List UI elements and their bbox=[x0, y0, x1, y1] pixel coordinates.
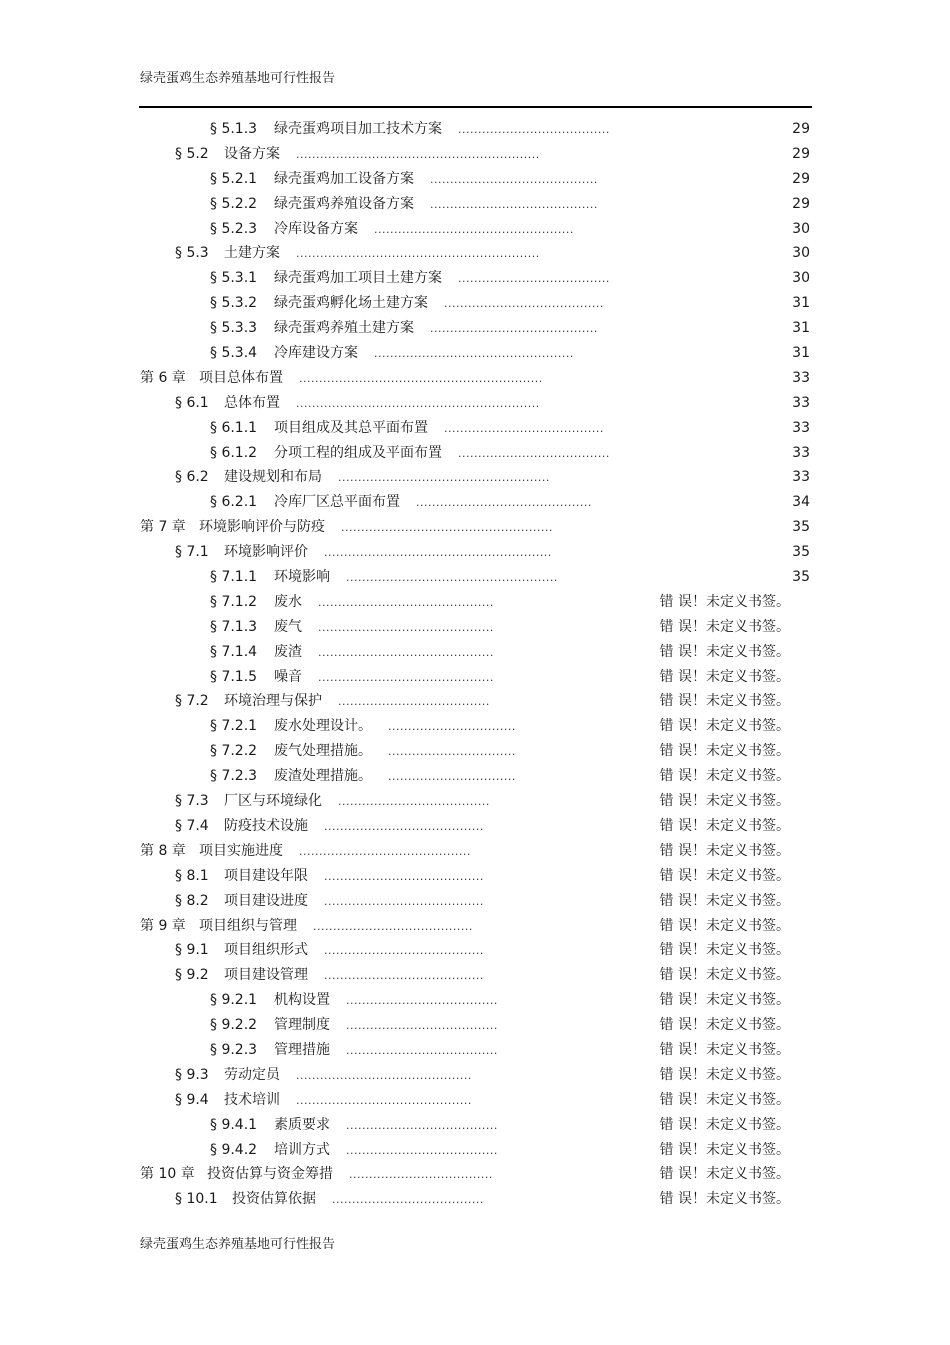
toc-number: § 7.4 bbox=[175, 817, 209, 834]
toc-dot-leader: ...................................... bbox=[338, 795, 490, 809]
toc-dot-leader: ...................................... bbox=[346, 1043, 498, 1057]
toc-entry[interactable] bbox=[0, 416, 950, 441]
toc-dot-leader: ............................................ bbox=[318, 595, 494, 609]
toc-number: § 9.1 bbox=[175, 942, 209, 959]
toc-number: § 9.2 bbox=[175, 967, 209, 984]
toc-number: § 5.3.4 bbox=[210, 345, 258, 362]
toc-page-number: 错 误！未定义书签。 bbox=[659, 668, 790, 685]
toc-entry[interactable] bbox=[0, 192, 950, 217]
toc-dot-leader: ........................................ bbox=[444, 421, 604, 435]
toc-page-number: 错 误！未定义书签。 bbox=[659, 917, 790, 934]
toc-title: 项目组织与管理 bbox=[199, 917, 297, 934]
toc-dot-leader: ............................................ bbox=[296, 1068, 472, 1082]
toc-entry[interactable] bbox=[0, 714, 950, 739]
toc-entry[interactable] bbox=[0, 789, 950, 814]
toc-title: 冷库建设方案 bbox=[274, 345, 358, 362]
toc-number: § 5.3.1 bbox=[210, 270, 258, 287]
toc-number: § 6.1.1 bbox=[210, 419, 258, 436]
toc-entry[interactable] bbox=[0, 739, 950, 764]
toc-number: § 10.1 bbox=[175, 1191, 218, 1208]
toc-dot-leader: ........................................ bbox=[324, 944, 484, 958]
toc-entry[interactable] bbox=[0, 938, 950, 963]
toc-dot-leader: ................................ bbox=[388, 745, 516, 759]
toc-title: 土建方案 bbox=[224, 245, 280, 262]
toc-entry[interactable] bbox=[0, 266, 950, 291]
toc-page-number: 错 误！未定义书签。 bbox=[659, 718, 790, 735]
toc-number: § 6.1 bbox=[175, 394, 209, 411]
header-rule bbox=[139, 106, 812, 108]
toc-number: § 7.1.1 bbox=[210, 569, 258, 586]
toc-page-number: 错 误！未定义书签。 bbox=[659, 1116, 790, 1133]
toc-dot-leader: ............................................ bbox=[318, 645, 494, 659]
toc-dot-leader: ............................................ bbox=[318, 620, 494, 634]
toc-title: 项目实施进度 bbox=[199, 842, 283, 859]
toc-entry[interactable] bbox=[0, 291, 950, 316]
toc-title: 总体布置 bbox=[224, 394, 280, 411]
toc-number: § 7.3 bbox=[175, 793, 209, 810]
toc-title: 项目建设年限 bbox=[224, 867, 308, 884]
toc-entry[interactable] bbox=[0, 590, 950, 615]
toc-page-number: 错 误！未定义书签。 bbox=[659, 693, 790, 710]
toc-entry[interactable] bbox=[0, 441, 950, 466]
toc-page-number: 错 误！未定义书签。 bbox=[659, 768, 790, 785]
toc-number: § 7.1.2 bbox=[210, 593, 258, 610]
toc-number: § 5.3.3 bbox=[210, 320, 258, 337]
toc-number: § 9.4.1 bbox=[210, 1116, 258, 1133]
toc-entry[interactable] bbox=[0, 1138, 950, 1163]
toc-dot-leader: ...................................... bbox=[332, 1193, 484, 1207]
toc-dot-leader: ...................................... bbox=[458, 123, 610, 136]
toc-number: § 7.2 bbox=[175, 693, 209, 710]
toc-title: 项目组成及其总平面布置 bbox=[274, 419, 428, 436]
toc-title: 绿壳蛋鸡孵化场土建方案 bbox=[274, 295, 428, 312]
toc-number: § 7.1.4 bbox=[210, 643, 258, 660]
toc-number: 第 8 章 bbox=[140, 842, 186, 859]
toc-page-number: 30 bbox=[792, 220, 810, 237]
toc-page-number: 错 误！未定义书签。 bbox=[659, 1017, 790, 1034]
toc-title: 项目组织形式 bbox=[224, 942, 308, 959]
toc-dot-leader: ...................................... bbox=[346, 1019, 498, 1033]
toc-title: 废水 bbox=[274, 593, 302, 610]
toc-number: § 7.1 bbox=[175, 544, 209, 561]
toc-page-number: 错 误！未定义书签。 bbox=[659, 867, 790, 884]
toc-page-number: 30 bbox=[792, 245, 810, 262]
toc-page-number: 35 bbox=[792, 544, 810, 561]
toc-dot-leader: ............................................................. bbox=[299, 371, 543, 385]
toc-page-number: 错 误！未定义书签。 bbox=[659, 992, 790, 1009]
toc-dot-leader: ........................................ bbox=[324, 819, 484, 833]
toc-entry[interactable] bbox=[0, 988, 950, 1013]
toc-page-number: 33 bbox=[792, 369, 810, 386]
toc-page-number: 错 误！未定义书签。 bbox=[659, 643, 790, 660]
toc-page-number: 错 误！未定义书签。 bbox=[659, 1041, 790, 1058]
running-footer: 绿壳蛋鸡生态养殖基地可行性报告 bbox=[140, 1237, 336, 1252]
toc-title: 建设规划和布局 bbox=[224, 469, 322, 486]
toc-page-number: 错 误！未定义书签。 bbox=[659, 593, 790, 610]
toc-title: 分项工程的组成及平面布置 bbox=[274, 444, 442, 461]
toc-page-number: 错 误！未定义书签。 bbox=[659, 743, 790, 760]
toc-title: 废渣 bbox=[274, 643, 302, 660]
toc-page-number: 错 误！未定义书签。 bbox=[659, 1191, 790, 1208]
toc-page-number: 错 误！未定义书签。 bbox=[659, 793, 790, 810]
toc-number: § 5.2 bbox=[175, 145, 209, 162]
toc-number: § 6.2 bbox=[175, 469, 209, 486]
toc-title: 绿壳蛋鸡加工设备方案 bbox=[274, 170, 414, 187]
toc-title: 废水处理设计。 bbox=[274, 718, 372, 735]
toc-entry[interactable] bbox=[0, 565, 950, 590]
toc-title: 绿壳蛋鸡项目加工技术方案 bbox=[274, 121, 442, 137]
toc-dot-leader: ................................ bbox=[388, 720, 516, 734]
toc-dot-leader: ............................................ bbox=[296, 1093, 472, 1107]
toc-dot-leader: ........................................ bbox=[313, 919, 473, 933]
toc-dot-leader: ...................................... bbox=[346, 1143, 498, 1157]
toc-title: 项目总体布置 bbox=[199, 369, 283, 386]
toc-entry[interactable] bbox=[0, 665, 950, 690]
toc-number: 第 9 章 bbox=[140, 917, 186, 934]
toc-page-number: 34 bbox=[792, 494, 810, 511]
toc-title: 绿壳蛋鸡养殖土建方案 bbox=[274, 320, 414, 337]
toc-dot-leader: ................................ bbox=[388, 770, 516, 784]
toc-dot-leader: ........................................... bbox=[299, 844, 471, 858]
toc-number: § 7.2.2 bbox=[210, 743, 258, 760]
toc-page-number: 35 bbox=[792, 519, 810, 536]
toc-dot-leader: ...................................... bbox=[346, 994, 498, 1008]
toc-dot-leader: ............................................................. bbox=[296, 396, 540, 410]
toc-title: 管理制度 bbox=[274, 1017, 330, 1034]
toc-page-number: 31 bbox=[792, 345, 810, 362]
toc-entry[interactable] bbox=[0, 366, 950, 391]
toc-page-number: 35 bbox=[792, 569, 810, 586]
toc-number: § 8.2 bbox=[175, 892, 209, 909]
toc-dot-leader: ...................................... bbox=[458, 272, 610, 286]
toc-title: 环境影响评价与防疫 bbox=[199, 519, 325, 536]
toc-title: 冷库厂区总平面布置 bbox=[274, 494, 400, 511]
toc-entry[interactable] bbox=[0, 764, 950, 789]
toc-page-number: 33 bbox=[792, 394, 810, 411]
toc-page-number: 31 bbox=[792, 295, 810, 312]
toc-title: 技术培训 bbox=[224, 1091, 280, 1108]
toc-title: 项目建设管理 bbox=[224, 967, 308, 984]
toc-entry[interactable] bbox=[0, 864, 950, 889]
toc-page-number: 错 误！未定义书签。 bbox=[659, 942, 790, 959]
toc-page-number: 错 误！未定义书签。 bbox=[659, 618, 790, 635]
table-of-contents bbox=[0, 117, 950, 1212]
toc-page-number: 33 bbox=[792, 469, 810, 486]
toc-title: 厂区与环境绿化 bbox=[224, 793, 322, 810]
toc-title: 环境治理与保护 bbox=[224, 693, 322, 710]
running-header: 绿壳蛋鸡生态养殖基地可行性报告 bbox=[140, 71, 336, 86]
toc-entry[interactable] bbox=[0, 241, 950, 266]
toc-page-number: 33 bbox=[792, 419, 810, 436]
toc-dot-leader: ..................................................... bbox=[341, 521, 553, 535]
toc-entry[interactable] bbox=[0, 540, 950, 565]
toc-page-number: 29 bbox=[792, 145, 810, 162]
toc-dot-leader: ............................................ bbox=[416, 496, 592, 510]
toc-dot-leader: .......................................... bbox=[430, 172, 598, 186]
toc-entry[interactable] bbox=[0, 1013, 950, 1038]
toc-dot-leader: ............................................ bbox=[318, 670, 494, 684]
toc-entry[interactable] bbox=[0, 117, 950, 142]
toc-page-number: 错 误！未定义书签。 bbox=[659, 817, 790, 834]
toc-number: § 9.4 bbox=[175, 1091, 209, 1108]
toc-entry[interactable] bbox=[0, 640, 950, 665]
toc-number: § 9.2.1 bbox=[210, 992, 258, 1009]
toc-number: § 5.2.2 bbox=[210, 195, 258, 212]
toc-number: § 7.1.5 bbox=[210, 668, 258, 685]
toc-number: 第 10 章 bbox=[140, 1166, 195, 1183]
toc-number: § 7.2.3 bbox=[210, 768, 258, 785]
toc-dot-leader: ........................................ bbox=[324, 894, 484, 908]
toc-title: 废渣处理措施。 bbox=[274, 768, 372, 785]
toc-title: 废气处理措施。 bbox=[274, 743, 372, 760]
toc-dot-leader: ..................................................... bbox=[346, 571, 558, 585]
toc-entry[interactable] bbox=[0, 1162, 950, 1187]
toc-title: 劳动定员 bbox=[224, 1066, 280, 1083]
toc-entry[interactable] bbox=[0, 391, 950, 416]
toc-number: § 6.1.2 bbox=[210, 444, 258, 461]
toc-number: § 7.1.3 bbox=[210, 618, 258, 635]
toc-dot-leader: ........................................ bbox=[324, 869, 484, 883]
toc-number: § 5.2.3 bbox=[210, 220, 258, 237]
toc-title: 素质要求 bbox=[274, 1116, 330, 1133]
toc-page-number: 31 bbox=[792, 320, 810, 337]
toc-number: § 8.1 bbox=[175, 867, 209, 884]
toc-number: § 9.4.2 bbox=[210, 1141, 258, 1158]
toc-title: 投资估算与资金筹措 bbox=[207, 1166, 333, 1183]
toc-dot-leader: ........................................ bbox=[444, 297, 604, 311]
toc-title: 绿壳蛋鸡加工项目土建方案 bbox=[274, 270, 442, 287]
toc-number: § 6.2.1 bbox=[210, 494, 258, 511]
toc-number: § 9.3 bbox=[175, 1066, 209, 1083]
toc-entry[interactable] bbox=[0, 316, 950, 341]
toc-number: § 9.2.3 bbox=[210, 1041, 258, 1058]
toc-page-number: 29 bbox=[792, 121, 810, 137]
toc-dot-leader: ........................................ bbox=[324, 969, 484, 983]
toc-number: § 5.2.1 bbox=[210, 170, 258, 187]
toc-entry[interactable] bbox=[0, 615, 950, 640]
toc-dot-leader: ...................................... bbox=[346, 1118, 498, 1132]
toc-number: 第 6 章 bbox=[140, 369, 186, 386]
toc-title: 防疫技术设施 bbox=[224, 817, 308, 834]
toc-title: 废气 bbox=[274, 618, 302, 635]
toc-dot-leader: ......................................................... bbox=[324, 546, 552, 560]
toc-page-number: 错 误！未定义书签。 bbox=[659, 967, 790, 984]
toc-title: 项目建设进度 bbox=[224, 892, 308, 909]
toc-title: 绿壳蛋鸡养殖设备方案 bbox=[274, 195, 414, 212]
toc-entry[interactable] bbox=[0, 814, 950, 839]
toc-title: 培训方式 bbox=[274, 1141, 330, 1158]
toc-entry[interactable] bbox=[0, 1187, 950, 1212]
toc-title: 投资估算依据 bbox=[232, 1191, 316, 1208]
toc-entry[interactable] bbox=[0, 515, 950, 540]
toc-page-number: 错 误！未定义书签。 bbox=[659, 1141, 790, 1158]
toc-page-number: 29 bbox=[792, 170, 810, 187]
toc-number: 第 7 章 bbox=[140, 519, 186, 536]
toc-title: 管理措施 bbox=[274, 1041, 330, 1058]
toc-entry[interactable] bbox=[0, 341, 950, 366]
toc-title: 设备方案 bbox=[224, 145, 280, 162]
toc-title: 机构设置 bbox=[274, 992, 330, 1009]
toc-page-number: 错 误！未定义书签。 bbox=[659, 1166, 790, 1183]
toc-page-number: 错 误！未定义书签。 bbox=[659, 842, 790, 859]
toc-dot-leader: .......................................... bbox=[430, 197, 598, 211]
toc-entry[interactable] bbox=[0, 217, 950, 242]
toc-page-number: 29 bbox=[792, 195, 810, 212]
toc-number: § 7.2.1 bbox=[210, 718, 258, 735]
toc-entry[interactable] bbox=[0, 167, 950, 192]
toc-number: § 5.3.2 bbox=[210, 295, 258, 312]
toc-entry[interactable] bbox=[0, 142, 950, 167]
toc-number: § 5.3 bbox=[175, 245, 209, 262]
toc-entry[interactable] bbox=[0, 889, 950, 914]
toc-dot-leader: ...................................... bbox=[338, 695, 490, 709]
toc-dot-leader: .......................................... bbox=[430, 322, 598, 336]
toc-dot-leader: ...................................... bbox=[458, 446, 610, 460]
toc-dot-leader: ............................................................. bbox=[296, 247, 540, 261]
toc-page-number: 错 误！未定义书签。 bbox=[659, 892, 790, 909]
toc-entry[interactable] bbox=[0, 689, 950, 714]
toc-page-number: 错 误！未定义书签。 bbox=[659, 1066, 790, 1083]
toc-entry[interactable] bbox=[0, 914, 950, 939]
toc-dot-leader: ..................................................... bbox=[338, 471, 550, 485]
toc-entry[interactable] bbox=[0, 1088, 950, 1113]
toc-page-number: 30 bbox=[792, 270, 810, 287]
toc-page-number: 33 bbox=[792, 444, 810, 461]
toc-title: 冷库设备方案 bbox=[274, 220, 358, 237]
toc-entry[interactable] bbox=[0, 1038, 950, 1063]
toc-entry[interactable] bbox=[0, 490, 950, 515]
toc-dot-leader: ............................................................. bbox=[296, 147, 540, 161]
toc-entry[interactable] bbox=[0, 465, 950, 490]
toc-dot-leader: .................................................. bbox=[374, 222, 574, 236]
toc-page-number: 错 误！未定义书签。 bbox=[659, 1091, 790, 1108]
toc-entry[interactable] bbox=[0, 1113, 950, 1138]
toc-entry[interactable] bbox=[0, 1063, 950, 1088]
toc-number: § 9.2.2 bbox=[210, 1017, 258, 1034]
toc-entry[interactable] bbox=[0, 963, 950, 988]
toc-title: 噪音 bbox=[274, 668, 302, 685]
toc-title: 环境影响 bbox=[274, 569, 330, 586]
toc-title: 环境影响评价 bbox=[224, 544, 308, 561]
toc-dot-leader: .................................... bbox=[349, 1168, 493, 1182]
toc-dot-leader: .................................................. bbox=[374, 347, 574, 361]
toc-number: § 5.1.3 bbox=[210, 121, 258, 137]
toc-entry[interactable] bbox=[0, 839, 950, 864]
